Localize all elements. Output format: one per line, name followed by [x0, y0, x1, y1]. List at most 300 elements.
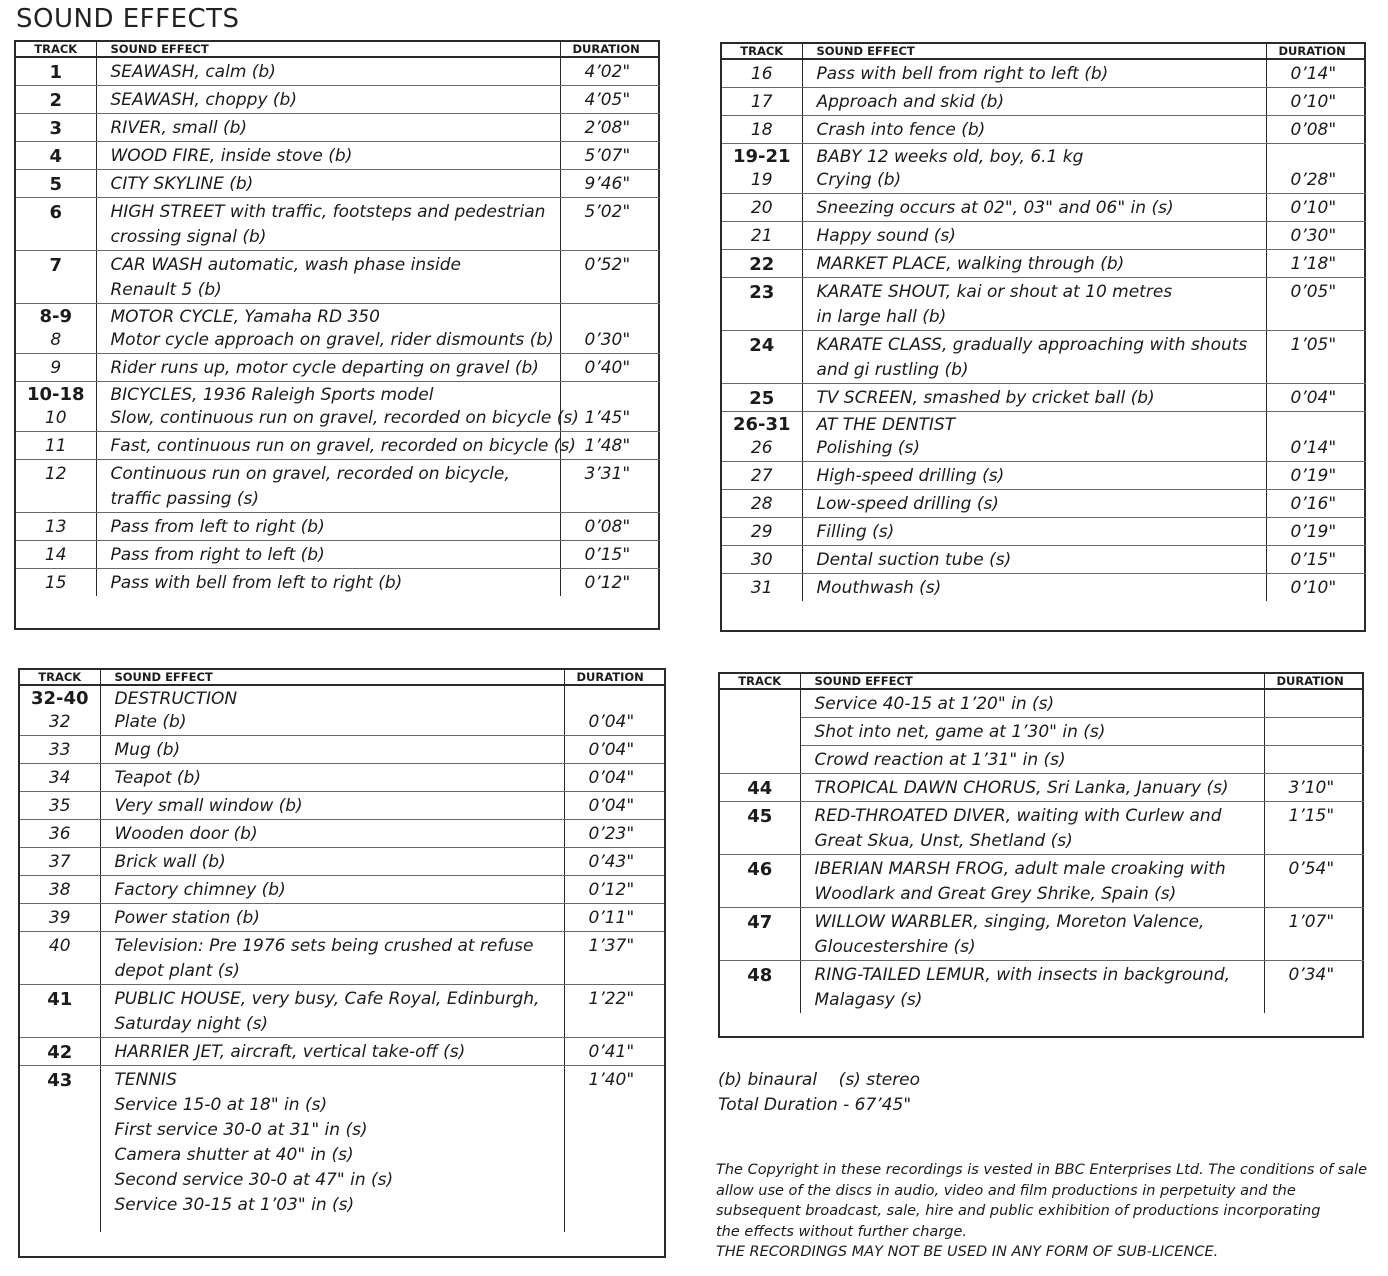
track-number: 33	[20, 736, 100, 764]
sound-effect-description	[802, 331, 1266, 384]
track-number: 3	[16, 114, 96, 142]
table-row	[722, 194, 1366, 222]
table-row	[16, 251, 660, 304]
effect-line: SEAWASH, calm (b)	[110, 62, 276, 82]
track-number: 19	[722, 168, 802, 194]
track-number: 34	[20, 764, 100, 792]
track-number: 13	[16, 513, 96, 541]
duration: 0’30"	[560, 328, 660, 354]
effect-line: Television: Pre 1976 sets being crushed at refuse	[114, 936, 534, 956]
duration	[1264, 746, 1364, 774]
duration	[1264, 689, 1364, 718]
sound-effect-description	[802, 574, 1266, 602]
copyright-notice	[716, 1160, 1376, 1263]
table-row	[16, 432, 660, 460]
effect-line: Camera shutter at 40" in (s)	[114, 1145, 354, 1165]
effect-line: BABY 12 weeks old, boy, 6.1 kg	[816, 147, 1084, 167]
duration: 5’07"	[560, 142, 660, 170]
table-row	[20, 820, 664, 848]
table-row	[722, 250, 1366, 278]
duration: 1’15"	[1264, 802, 1364, 855]
track-number: 8-9	[16, 304, 96, 329]
header-duration: DURATION	[564, 670, 664, 685]
sound-effect-description	[96, 328, 560, 354]
duration: 0’04"	[564, 792, 664, 820]
effect-line: Crash into fence (b)	[816, 120, 986, 140]
effect-line: AT THE DENTIST	[816, 415, 956, 435]
track-number	[720, 718, 800, 746]
duration: 0’54"	[1264, 855, 1364, 908]
duration: 2’08"	[560, 114, 660, 142]
effect-line: TENNIS	[114, 1070, 177, 1090]
table-row	[720, 908, 1364, 961]
effect-line: MARKET PLACE, walking through (b)	[816, 254, 1125, 274]
track-number: 14	[16, 541, 96, 569]
header-track: TRACK	[20, 670, 100, 685]
sound-effect-description	[800, 746, 1264, 774]
sound-effects-table-3	[18, 668, 666, 1258]
effect-line: Malagasy (s)	[814, 990, 923, 1010]
sound-effect-description	[100, 1066, 564, 1233]
track-number: 44	[720, 774, 800, 802]
track-number	[720, 746, 800, 774]
table-row	[16, 114, 660, 142]
table-row	[20, 848, 664, 876]
table-row	[16, 354, 660, 382]
table-row	[16, 382, 660, 407]
header-duration: DURATION	[560, 42, 660, 57]
effect-line: Continuous run on gravel, recorded on bicycle,	[110, 464, 510, 484]
duration: 1’48"	[560, 432, 660, 460]
duration: 0’15"	[1266, 546, 1366, 574]
sound-effect-description	[800, 774, 1264, 802]
track-number: 40	[20, 932, 100, 985]
sound-effects-table-1	[14, 40, 660, 630]
track-number: 39	[20, 904, 100, 932]
sound-effect-description	[100, 764, 564, 792]
track-number: 46	[720, 855, 800, 908]
duration: 0’12"	[564, 876, 664, 904]
effect-line: CITY SKYLINE (b)	[110, 174, 254, 194]
track-number: 25	[722, 384, 802, 412]
sound-effect-description	[96, 406, 579, 432]
duration: 0’04"	[564, 764, 664, 792]
header-sound-effect: SOUND EFFECT	[100, 670, 564, 685]
sound-effect-description	[802, 384, 1266, 412]
track-number: 43	[20, 1066, 100, 1233]
table-row	[20, 792, 664, 820]
effect-line: First service 30-0 at 31" in (s)	[114, 1120, 368, 1140]
sound-effect-description	[100, 736, 564, 764]
duration: 0’04"	[564, 710, 664, 736]
duration: 1’22"	[564, 985, 664, 1038]
table-row	[722, 278, 1366, 331]
copyright-line: THE RECORDINGS MAY NOT BE USED IN ANY FORM OF SUB-LICENCE.	[716, 1244, 1219, 1260]
effect-line: Second service 30-0 at 47" in (s)	[114, 1170, 394, 1190]
sound-effect-description	[802, 462, 1266, 490]
track-number: 17	[722, 88, 802, 116]
effect-line: Great Skua, Unst, Shetland (s)	[814, 831, 1073, 851]
track-number: 23	[722, 278, 802, 331]
sound-effect-description	[100, 932, 564, 985]
effects-table	[722, 44, 1366, 601]
sound-effect-description	[802, 546, 1266, 574]
effects-table	[720, 674, 1364, 1013]
duration: 0’43"	[564, 848, 664, 876]
sound-effect-description	[802, 518, 1266, 546]
duration: 0’08"	[560, 513, 660, 541]
table-row	[16, 142, 660, 170]
track-number: 8	[16, 328, 96, 354]
track-number: 30	[722, 546, 802, 574]
effect-line: SEAWASH, choppy (b)	[110, 90, 297, 110]
sound-effect-description	[802, 59, 1266, 88]
effect-line: Dental suction tube (s)	[816, 550, 1012, 570]
table-row	[16, 198, 660, 251]
legend-text: (b) binaural (s) stereo	[718, 1070, 921, 1090]
copyright-line: the effects without further charge.	[716, 1223, 968, 1240]
table-row	[20, 876, 664, 904]
track-number: 31	[722, 574, 802, 602]
sound-effect-description	[96, 569, 560, 597]
sound-effect-description	[802, 436, 1266, 462]
effect-line: Service 15-0 at 18" in (s)	[114, 1095, 328, 1115]
table-row	[722, 116, 1366, 144]
effect-line: Power station (b)	[114, 908, 260, 928]
duration	[1264, 718, 1364, 746]
sound-effect-description	[100, 876, 564, 904]
effect-line: IBERIAN MARSH FROG, adult male croaking with	[814, 859, 1226, 879]
effect-line: Happy sound (s)	[816, 226, 956, 246]
effect-line: Service 40-15 at 1’20" in (s)	[814, 694, 1055, 714]
effect-line: Pass from right to left (b)	[110, 545, 325, 565]
track-number: 10	[16, 406, 96, 432]
table-row	[722, 462, 1366, 490]
table-row	[722, 88, 1366, 116]
sound-effect-description	[802, 194, 1266, 222]
effect-line: Shot into net, game at 1’30" in (s)	[814, 722, 1106, 742]
effect-line: Motor cycle approach on gravel, rider dismounts (b)	[110, 330, 554, 350]
sound-effect-description	[100, 1038, 564, 1066]
sound-effect-description	[96, 354, 560, 382]
effect-line: BICYCLES, 1936 Raleigh Sports model	[110, 385, 434, 405]
effect-line: Crying (b)	[816, 170, 902, 190]
duration: 0’08"	[1266, 116, 1366, 144]
header-track: TRACK	[722, 44, 802, 59]
table-row	[20, 685, 664, 710]
sound-effect-description	[96, 114, 560, 142]
table-row	[722, 490, 1366, 518]
header-sound-effect: SOUND EFFECT	[96, 42, 560, 57]
duration: 1’18"	[1266, 250, 1366, 278]
track-number: 29	[722, 518, 802, 546]
effect-line: MOTOR CYCLE, Yamaha RD 350	[110, 307, 380, 327]
sound-effect-description	[100, 685, 564, 710]
effect-line: DESTRUCTION	[114, 689, 238, 709]
copyright-line: subsequent broadcast, sale, hire and public exhibition of productions incorporating	[716, 1203, 1321, 1219]
track-number: 38	[20, 876, 100, 904]
table-row	[722, 546, 1366, 574]
effect-line: Polishing (s)	[816, 438, 921, 458]
table-row	[20, 736, 664, 764]
duration: 0’19"	[1266, 462, 1366, 490]
track-number: 26	[722, 436, 802, 462]
effect-line: RIVER, small (b)	[110, 118, 248, 138]
duration: 0’52"	[560, 251, 660, 304]
duration: 1’07"	[1264, 908, 1364, 961]
sound-effect-description	[96, 251, 560, 304]
track-number: 7	[16, 251, 96, 304]
table-row	[722, 518, 1366, 546]
effect-line: crossing signal (b)	[110, 227, 267, 247]
track-number: 15	[16, 569, 96, 597]
effect-line: TV SCREEN, smashed by cricket ball (b)	[816, 388, 1155, 408]
sound-effect-description	[96, 304, 560, 329]
track-number: 26-31	[722, 412, 802, 437]
sound-effect-description	[100, 904, 564, 932]
effect-line: Wooden door (b)	[114, 824, 258, 844]
effect-line: KARATE CLASS, gradually approaching with shouts	[816, 335, 1248, 355]
sound-effect-description	[800, 908, 1264, 961]
effect-line: Saturday night (s)	[114, 1014, 269, 1034]
effect-line: Pass with bell from right to left (b)	[816, 64, 1109, 84]
track-number: 37	[20, 848, 100, 876]
duration: 0’12"	[584, 573, 631, 593]
table-row	[16, 513, 660, 541]
duration: 0’41"	[564, 1038, 664, 1066]
track-number: 6	[16, 198, 96, 251]
duration: 1’05"	[1266, 331, 1366, 384]
table-row	[16, 460, 660, 513]
effect-line: Teapot (b)	[114, 768, 201, 788]
table-row	[20, 1038, 664, 1066]
sound-effect-description	[800, 802, 1264, 855]
header-duration: DURATION	[1264, 674, 1364, 689]
effect-line: Mouthwash (s)	[816, 578, 942, 598]
header-duration: DURATION	[1266, 44, 1366, 59]
duration	[564, 685, 664, 710]
sound-effect-description	[96, 86, 560, 114]
track-number: 11	[16, 432, 96, 460]
table-row	[722, 436, 1366, 462]
effect-line: Gloucestershire (s)	[814, 937, 976, 957]
duration: 4’05"	[560, 86, 660, 114]
table-row	[722, 574, 1366, 602]
sound-effect-description	[802, 278, 1266, 331]
sound-effect-description	[800, 718, 1264, 746]
effect-line: RING-TAILED LEMUR, with insects in background,	[814, 965, 1231, 985]
sound-effect-description	[802, 250, 1266, 278]
table-row	[16, 406, 660, 432]
sound-effect-description	[800, 689, 1264, 718]
effect-line: High-speed drilling (s)	[816, 466, 1005, 486]
effect-line: Factory chimney (b)	[114, 880, 286, 900]
table-row	[720, 774, 1364, 802]
track-number: 21	[722, 222, 802, 250]
effect-line: Plate (b)	[114, 712, 187, 732]
duration: 5’02"	[560, 198, 660, 251]
effect-line: RED-THROATED DIVER, waiting with Curlew and	[814, 806, 1222, 826]
effect-line: and gi rustling (b)	[816, 360, 969, 380]
header-track: TRACK	[16, 42, 96, 57]
effect-line: Approach and skid (b)	[816, 92, 1005, 112]
sound-effect-description	[100, 792, 564, 820]
effect-line: Pass from left to right (b)	[110, 517, 325, 537]
track-number: 24	[722, 331, 802, 384]
table-row	[20, 904, 664, 932]
duration: 0’05"	[1266, 278, 1366, 331]
track-number: 2	[16, 86, 96, 114]
sound-effect-description	[96, 57, 560, 86]
effect-line: Fast, continuous run on gravel, recorded on bicycle (s)	[110, 436, 576, 456]
effect-line: Woodlark and Great Grey Shrike, Spain (s)	[814, 884, 1177, 904]
track-number: 27	[722, 462, 802, 490]
sound-effect-description	[96, 541, 560, 569]
table-row	[720, 718, 1364, 746]
track-number: 20	[722, 194, 802, 222]
sound-effect-description	[802, 412, 1266, 437]
header-track: TRACK	[720, 674, 800, 689]
track-number: 12	[16, 460, 96, 513]
page-title: SOUND EFFECTS	[16, 4, 240, 34]
sound-effect-description	[96, 170, 560, 198]
effect-line: Mug (b)	[114, 740, 181, 760]
effect-line: Sneezing occurs at 02", 03" and 06" in (s)	[816, 198, 1174, 218]
table-row	[20, 710, 664, 736]
table-row	[16, 57, 660, 86]
duration: 0’11"	[564, 904, 664, 932]
track-number: 16	[722, 59, 802, 88]
track-number	[720, 689, 800, 718]
duration	[560, 382, 660, 407]
table-row	[16, 304, 660, 329]
track-number: 22	[722, 250, 802, 278]
effect-line: HIGH STREET with traffic, footsteps and pedestrian	[110, 202, 546, 222]
effect-line: Very small window (b)	[114, 796, 303, 816]
sound-effect-description	[96, 460, 560, 513]
effect-line: in large hall (b)	[816, 307, 947, 327]
duration	[1266, 144, 1366, 169]
track-number: 48	[720, 961, 800, 1014]
effect-line: traffic passing (s)	[110, 489, 260, 509]
duration: 0’16"	[1266, 490, 1366, 518]
table-row	[16, 569, 660, 597]
table-row	[722, 168, 1366, 194]
duration: 0’30"	[1266, 222, 1366, 250]
duration: 0’19"	[1266, 518, 1366, 546]
duration: 0’15"	[560, 541, 660, 569]
track-number: 1	[16, 57, 96, 86]
table-row	[720, 689, 1364, 718]
track-number: 36	[20, 820, 100, 848]
track-number: 9	[16, 354, 96, 382]
table-row	[20, 932, 664, 985]
effect-line: Service 30-15 at 1’03" in (s)	[114, 1195, 355, 1215]
track-number: 28	[722, 490, 802, 518]
duration	[1266, 412, 1366, 437]
table-row	[720, 802, 1364, 855]
sound-effect-description	[96, 432, 576, 460]
sound-effect-description	[96, 382, 560, 407]
track-number: 18	[722, 116, 802, 144]
table-row	[722, 412, 1366, 437]
duration: 0’04"	[1266, 384, 1366, 412]
duration	[560, 304, 660, 329]
table-row	[722, 144, 1366, 169]
header-sound-effect: SOUND EFFECT	[800, 674, 1264, 689]
sound-effect-description	[802, 168, 1266, 194]
duration: 1’40"	[588, 1070, 635, 1090]
track-number: 5	[16, 170, 96, 198]
track-number: 42	[20, 1038, 100, 1066]
effect-line: depot plant (s)	[114, 961, 240, 981]
sound-effect-description	[96, 198, 560, 251]
duration: 0’34"	[1288, 965, 1335, 985]
effect-line: HARRIER JET, aircraft, vertical take-off (s)	[114, 1042, 466, 1062]
effect-line: Rider runs up, motor cycle departing on gravel (b)	[110, 358, 539, 378]
track-number: 32	[20, 710, 100, 736]
sound-effect-description	[100, 848, 564, 876]
duration: 0’10"	[1266, 194, 1366, 222]
table-row	[20, 985, 664, 1038]
effect-line: Low-speed drilling (s)	[816, 494, 999, 514]
effect-line: WOOD FIRE, inside stove (b)	[110, 146, 353, 166]
sound-effect-description	[802, 222, 1266, 250]
copyright-line: The Copyright in these recordings is vested in BBC Enterprises Ltd. The conditions of sale	[716, 1162, 1368, 1178]
table-row	[16, 541, 660, 569]
duration: 4’02"	[560, 57, 660, 86]
notes	[718, 1068, 920, 1118]
track-number: 19-21	[722, 144, 802, 169]
sound-effect-description	[100, 710, 564, 736]
track-number: 35	[20, 792, 100, 820]
table-row	[720, 855, 1364, 908]
effect-line: CAR WASH automatic, wash phase inside	[110, 255, 461, 275]
copyright-line: allow use of the discs in audio, video and film productions in perpetuity and the	[716, 1182, 1296, 1199]
duration: 1’45"	[560, 406, 660, 432]
table-row	[722, 222, 1366, 250]
table-row	[722, 384, 1366, 412]
total-duration: Total Duration - 67’45"	[718, 1095, 912, 1115]
table-row	[722, 59, 1366, 88]
sound-effect-description	[802, 116, 1266, 144]
duration: 9’46"	[560, 170, 660, 198]
track-number: 4	[16, 142, 96, 170]
duration: 0’14"	[1266, 436, 1366, 462]
table-row	[16, 328, 660, 354]
table-row	[16, 86, 660, 114]
effect-line: PUBLIC HOUSE, very busy, Cafe Royal, Edinburgh,	[114, 989, 540, 1009]
duration: 0’40"	[560, 354, 660, 382]
sound-effect-description	[800, 855, 1264, 908]
effects-table	[16, 42, 660, 596]
table-row	[16, 170, 660, 198]
effect-line: Renault 5 (b)	[110, 280, 222, 300]
table-row	[720, 961, 1364, 1014]
duration: 1’37"	[564, 932, 664, 985]
sound-effect-description	[800, 961, 1264, 1014]
table-row	[722, 331, 1366, 384]
track-number: 41	[20, 985, 100, 1038]
sound-effect-description	[802, 88, 1266, 116]
effect-line: Pass with bell from left to right (b)	[110, 573, 403, 593]
sound-effect-description	[96, 142, 560, 170]
table-row	[720, 746, 1364, 774]
effect-line: Slow, continuous run on gravel, recorded on bicycle (s)	[110, 408, 579, 428]
duration: 0’14"	[1266, 59, 1366, 88]
duration: 0’10"	[1266, 88, 1366, 116]
effect-line: KARATE SHOUT, kai or shout at 10 metres	[816, 282, 1173, 302]
